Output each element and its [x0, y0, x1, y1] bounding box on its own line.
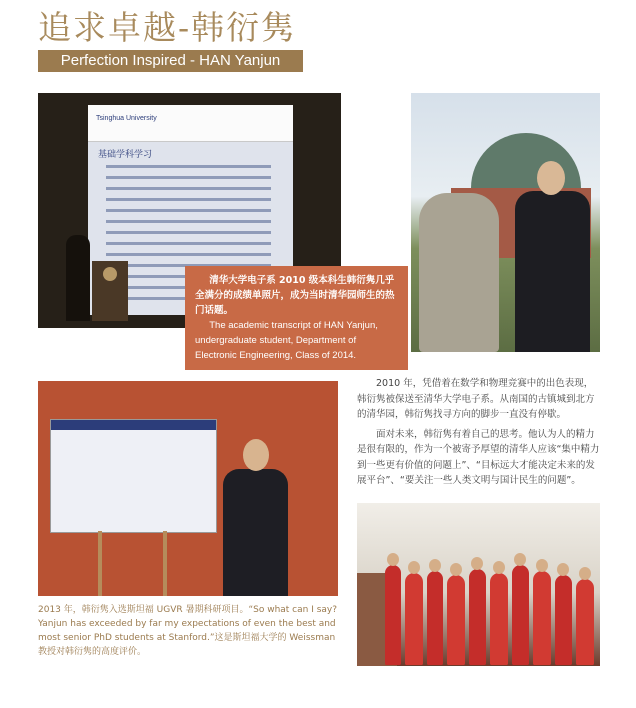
paragraph: 2010 年，凭借着在数学和物理竞赛中的出色表现，韩衍隽被保送至清华大学电子系。从南国的古镇城到北方的清华园，韩衍隽找寻方向的脚步一直没有停歇。	[357, 378, 595, 420]
caption-en: The academic transcript of HAN Yanjun, undergraduate student, Department of Electronic Engineering, Class of 2014.	[195, 320, 378, 361]
performer-figure	[533, 571, 551, 665]
screen-heading: 基础学科学习	[98, 150, 153, 160]
research-poster	[50, 419, 217, 533]
performer-figure	[490, 573, 508, 665]
easel-leg	[98, 531, 102, 596]
caption-cn: 清华大学电子系 2010 级本科生韩衍隽几乎全满分的成绩单照片，成为当时清华园师生的热门话题。	[195, 275, 395, 316]
student-head	[243, 439, 269, 471]
performer-head	[387, 553, 399, 566]
stone-sculpture	[419, 193, 499, 352]
poster-header	[51, 420, 216, 430]
performer-head	[579, 567, 591, 580]
performer-figure	[385, 565, 401, 665]
article-body	[357, 376, 600, 493]
performer-head	[493, 561, 505, 574]
performer-figure	[447, 575, 465, 665]
performer-figure	[427, 571, 443, 665]
performer-figure	[405, 573, 423, 665]
paragraph: 面对未来，韩衍隽有着自己的思考。他认为人的精力是很有限的，作为一个被寄予厚望的清华人应该“集中精力到一些更有价值的问题上”、“目标远大才能决定未来的发展平台”、“要关注一些人类文明与国计民生的问题”。	[357, 428, 600, 486]
performer-head	[557, 563, 569, 576]
performer-head	[408, 561, 420, 574]
transcript-caption	[185, 266, 408, 370]
screen-header	[88, 105, 293, 142]
student-figure	[515, 191, 590, 352]
poster-photo	[38, 381, 338, 596]
performer-figure	[555, 575, 572, 665]
group-performance-photo	[357, 503, 600, 666]
speaker-figure	[66, 235, 90, 321]
podium-emblem-icon	[103, 267, 117, 281]
performer-head	[450, 563, 462, 576]
performer-head	[471, 557, 483, 570]
stanford-caption: 2013 年，韩衍隽入选斯坦福 UGVR 暑期科研项目。“So what can I say? Yanjun has exceeded by far my expectations of even the best and most senior PhD students at Stanford.”这是斯坦福大学的 Weissman 教授对韩衍隽的高度评价。	[38, 605, 338, 657]
performer-head	[514, 553, 526, 566]
page-title: 追求卓越-韩衍隽	[38, 8, 297, 47]
performer-head	[429, 559, 441, 572]
page-subtitle: Perfection Inspired - HAN Yanjun	[38, 50, 303, 72]
performer-figure	[469, 569, 486, 665]
student-head	[537, 161, 565, 195]
performer-figure	[576, 579, 594, 665]
campus-portrait-photo	[411, 93, 600, 352]
performer-head	[536, 559, 548, 572]
performer-figure	[512, 565, 529, 665]
easel-leg	[163, 531, 167, 596]
screen-header-text: Tsinghua University	[96, 115, 157, 122]
student-figure	[223, 469, 288, 596]
